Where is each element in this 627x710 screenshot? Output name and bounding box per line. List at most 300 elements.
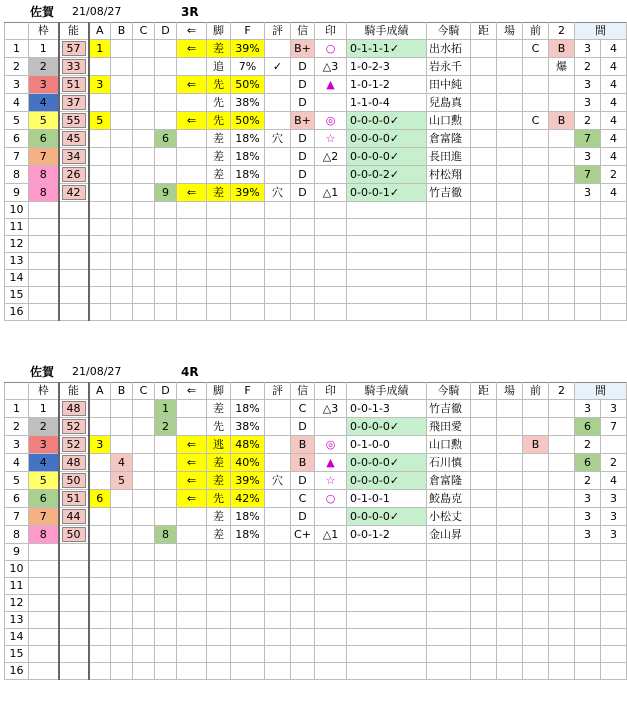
cell-shin [291, 544, 315, 561]
cell-ma2 [601, 663, 627, 680]
column-header: B [111, 23, 133, 40]
column-header: 枠 [29, 383, 59, 400]
cell-ma2: 3 [601, 508, 627, 526]
cell-b [111, 130, 133, 148]
cell-b [111, 612, 133, 629]
cell-konki: 鮫島克 [427, 490, 471, 508]
cell-b [111, 112, 133, 130]
cell-hyo [265, 94, 291, 112]
column-header: ⇐ [177, 383, 207, 400]
cell-f: 48% [231, 436, 265, 454]
cell-nou [59, 490, 89, 508]
cell-f [231, 544, 265, 561]
cell-kyaku: 先 [207, 490, 231, 508]
cell-no: 13 [5, 253, 29, 270]
cell-ba [497, 472, 523, 490]
cell-f: 18% [231, 400, 265, 418]
cell-arrow [177, 418, 207, 436]
cell-d [155, 472, 177, 490]
cell-waku [29, 578, 59, 595]
cell-ma2: 3 [601, 490, 627, 508]
cell-hyo [265, 304, 291, 321]
header-blank [5, 383, 29, 400]
cell-konki [427, 595, 471, 612]
cell-mae [523, 400, 549, 418]
cell-kyori [471, 184, 497, 202]
cell-arrow [177, 629, 207, 646]
cell-ma1: 3 [575, 508, 601, 526]
cell-ma1: 3 [575, 400, 601, 418]
cell-shirushi: ◎ [315, 436, 347, 454]
cell-hyo [265, 148, 291, 166]
cell-c [133, 418, 155, 436]
cell-ni [549, 663, 575, 680]
cell-ba [497, 526, 523, 544]
column-header: F [231, 383, 265, 400]
cell-c [133, 166, 155, 184]
cell-b [111, 184, 133, 202]
cell-f [231, 270, 265, 287]
cell-b [111, 76, 133, 94]
cell-konki: 小松丈 [427, 508, 471, 526]
cell-nou [59, 544, 89, 561]
cell-waku: 8 [29, 526, 59, 544]
cell-nou [59, 595, 89, 612]
cell-no: 3 [5, 436, 29, 454]
cell-ni [549, 646, 575, 663]
cell-shirushi [315, 287, 347, 304]
cell-jockey [347, 612, 427, 629]
cell-waku [29, 561, 59, 578]
cell-no: 7 [5, 148, 29, 166]
cell-ma2: 4 [601, 472, 627, 490]
cell-b [111, 578, 133, 595]
cell-c [133, 40, 155, 58]
cell-a [89, 184, 111, 202]
cell-f: 50% [231, 76, 265, 94]
cell-mae [523, 646, 549, 663]
cell-ma1: 3 [575, 94, 601, 112]
cell-shin: D [291, 58, 315, 76]
cell-mae [523, 94, 549, 112]
cell-nou [59, 148, 89, 166]
cell-no: 4 [5, 454, 29, 472]
cell-b: 5 [111, 472, 133, 490]
cell-shin [291, 629, 315, 646]
cell-jockey [347, 270, 427, 287]
cell-ma1 [575, 595, 601, 612]
table-row [5, 454, 627, 472]
cell-no: 4 [5, 94, 29, 112]
cell-ma2: 7 [601, 418, 627, 436]
cell-c [133, 629, 155, 646]
cell-konki: 田中純 [427, 76, 471, 94]
cell-f: 39% [231, 40, 265, 58]
cell-waku [29, 287, 59, 304]
cell-a: 6 [89, 490, 111, 508]
cell-mae [523, 130, 549, 148]
cell-d [155, 94, 177, 112]
cell-shin [291, 578, 315, 595]
cell-hyo [265, 166, 291, 184]
cell-ba [497, 202, 523, 219]
cell-f [231, 646, 265, 663]
cell-c [133, 454, 155, 472]
cell-kyori [471, 112, 497, 130]
cell-jockey [347, 253, 427, 270]
cell-f: 39% [231, 472, 265, 490]
cell-kyori [471, 646, 497, 663]
cell-ba [497, 184, 523, 202]
cell-shirushi: △1 [315, 526, 347, 544]
cell-shin [291, 663, 315, 680]
cell-ma2: 4 [601, 130, 627, 148]
cell-b [111, 58, 133, 76]
cell-a [89, 58, 111, 76]
cell-b [111, 270, 133, 287]
table-row [5, 166, 627, 184]
cell-mae [523, 454, 549, 472]
cell-arrow [177, 561, 207, 578]
cell-mae [523, 287, 549, 304]
cell-konki [427, 646, 471, 663]
column-header: 2 [549, 23, 575, 40]
cell-shirushi [315, 202, 347, 219]
cell-shin: D [291, 166, 315, 184]
cell-shirushi: ◎ [315, 112, 347, 130]
cell-shin [291, 612, 315, 629]
cell-hyo [265, 418, 291, 436]
cell-f [231, 578, 265, 595]
cell-a: 1 [89, 40, 111, 58]
cell-kyaku [207, 646, 231, 663]
cell-mae [523, 236, 549, 253]
cell-no: 1 [5, 40, 29, 58]
cell-waku: 1 [29, 40, 59, 58]
cell-arrow [177, 270, 207, 287]
empty-row [5, 202, 627, 219]
cell-konki [427, 202, 471, 219]
column-header: 今騎 [427, 383, 471, 400]
cell-nou [59, 202, 89, 219]
cell-mae [523, 544, 549, 561]
cell-ni [549, 526, 575, 544]
race-number: 4R [181, 365, 199, 379]
cell-a [89, 148, 111, 166]
cell-nou [59, 612, 89, 629]
cell-ma1 [575, 304, 601, 321]
cell-ni [549, 166, 575, 184]
cell-hyo [265, 663, 291, 680]
cell-shin: D [291, 130, 315, 148]
cell-a [89, 418, 111, 436]
empty-row [5, 236, 627, 253]
ability-value: 34 [62, 149, 86, 164]
cell-waku [29, 253, 59, 270]
cell-no: 16 [5, 663, 29, 680]
table-row [5, 526, 627, 544]
cell-hyo [265, 595, 291, 612]
cell-jockey [347, 202, 427, 219]
cell-shirushi [315, 508, 347, 526]
column-header: D [155, 383, 177, 400]
cell-ma2 [601, 287, 627, 304]
cell-ma1 [575, 544, 601, 561]
cell-ni [549, 130, 575, 148]
cell-kyori [471, 76, 497, 94]
cell-hyo [265, 490, 291, 508]
cell-kyori [471, 612, 497, 629]
cell-mae [523, 612, 549, 629]
cell-d [155, 436, 177, 454]
cell-mae [523, 184, 549, 202]
cell-ni [549, 304, 575, 321]
cell-shirushi: △2 [315, 148, 347, 166]
cell-konki [427, 561, 471, 578]
cell-shin: D [291, 148, 315, 166]
cell-a: 5 [89, 112, 111, 130]
table-row [5, 94, 627, 112]
cell-b [111, 436, 133, 454]
cell-b [111, 490, 133, 508]
cell-ma2: 2 [601, 166, 627, 184]
cell-kyori [471, 202, 497, 219]
cell-no: 8 [5, 166, 29, 184]
cell-shirushi [315, 578, 347, 595]
cell-ba [497, 595, 523, 612]
cell-d [155, 612, 177, 629]
cell-ma2: 3 [601, 526, 627, 544]
cell-ni [549, 94, 575, 112]
cell-kyori [471, 236, 497, 253]
cell-c [133, 184, 155, 202]
empty-row [5, 629, 627, 646]
cell-arrow [177, 304, 207, 321]
cell-jockey [347, 561, 427, 578]
cell-c [133, 304, 155, 321]
cell-hyo [265, 112, 291, 130]
cell-ba [497, 236, 523, 253]
cell-b [111, 287, 133, 304]
cell-arrow [177, 202, 207, 219]
cell-kyori [471, 629, 497, 646]
cell-shin [291, 646, 315, 663]
cell-f [231, 304, 265, 321]
cell-kyaku [207, 612, 231, 629]
cell-a [89, 663, 111, 680]
cell-ma2: 4 [601, 40, 627, 58]
empty-row [5, 544, 627, 561]
cell-d: 1 [155, 400, 177, 418]
cell-mae [523, 270, 549, 287]
cell-f [231, 287, 265, 304]
cell-ni [549, 472, 575, 490]
cell-kyori [471, 526, 497, 544]
cell-nou [59, 663, 89, 680]
cell-f: 42% [231, 490, 265, 508]
cell-mae [523, 526, 549, 544]
cell-shirushi: ☆ [315, 472, 347, 490]
table-row [5, 184, 627, 202]
cell-shin: B [291, 454, 315, 472]
cell-arrow [177, 130, 207, 148]
cell-d [155, 544, 177, 561]
cell-f [231, 561, 265, 578]
column-header: 騎手成績 [347, 23, 427, 40]
ability-value: 37 [62, 95, 86, 110]
cell-konki: 長田進 [427, 148, 471, 166]
cell-b [111, 166, 133, 184]
cell-c [133, 436, 155, 454]
cell-nou [59, 400, 89, 418]
cell-ba [497, 304, 523, 321]
cell-kyaku: 差 [207, 526, 231, 544]
cell-b [111, 595, 133, 612]
cell-ma1 [575, 578, 601, 595]
cell-waku: 6 [29, 490, 59, 508]
column-header: 評 [265, 23, 291, 40]
column-header: 前 [523, 383, 549, 400]
cell-b [111, 508, 133, 526]
cell-konki: 石川慎 [427, 454, 471, 472]
cell-shin: C+ [291, 526, 315, 544]
venue-title: 佐賀 [30, 5, 55, 19]
cell-shin: D [291, 472, 315, 490]
cell-kyaku: 差 [207, 166, 231, 184]
cell-nou [59, 561, 89, 578]
cell-arrow [177, 578, 207, 595]
cell-d [155, 646, 177, 663]
cell-mae [523, 304, 549, 321]
cell-ni [549, 629, 575, 646]
cell-konki [427, 236, 471, 253]
cell-d [155, 76, 177, 94]
column-header: 信 [291, 23, 315, 40]
cell-c [133, 400, 155, 418]
venue-title: 佐賀 [30, 365, 55, 379]
cell-a [89, 253, 111, 270]
cell-ma1: 3 [575, 184, 601, 202]
cell-a [89, 612, 111, 629]
cell-kyori [471, 166, 497, 184]
table-row [5, 490, 627, 508]
cell-shirushi: ▲ [315, 76, 347, 94]
cell-ma2 [601, 202, 627, 219]
cell-f [231, 219, 265, 236]
ability-value: 45 [62, 131, 86, 146]
table-row [5, 40, 627, 58]
column-header: C [133, 383, 155, 400]
cell-konki: 倉富隆 [427, 472, 471, 490]
cell-b [111, 202, 133, 219]
cell-ba [497, 418, 523, 436]
cell-ma2 [601, 595, 627, 612]
cell-ma1 [575, 612, 601, 629]
cell-waku [29, 304, 59, 321]
cell-ma1 [575, 646, 601, 663]
cell-ba [497, 612, 523, 629]
cell-ba [497, 544, 523, 561]
cell-waku: 1 [29, 400, 59, 418]
cell-shirushi [315, 629, 347, 646]
cell-ba [497, 76, 523, 94]
cell-arrow: ⇐ [177, 490, 207, 508]
cell-ma1: 2 [575, 112, 601, 130]
cell-ni [549, 202, 575, 219]
race-date: 21/08/27 [72, 5, 122, 18]
cell-ni [549, 253, 575, 270]
cell-jockey: 0-0-0-0✓ [347, 112, 427, 130]
cell-arrow [177, 400, 207, 418]
cell-no: 15 [5, 287, 29, 304]
cell-c [133, 270, 155, 287]
cell-b [111, 304, 133, 321]
cell-hyo [265, 270, 291, 287]
cell-b [111, 148, 133, 166]
cell-f: 7% [231, 58, 265, 76]
cell-mae [523, 76, 549, 94]
cell-kyaku: 先 [207, 112, 231, 130]
cell-shirushi [315, 236, 347, 253]
cell-d [155, 236, 177, 253]
cell-jockey: 0-0-0-0✓ [347, 454, 427, 472]
cell-a [89, 595, 111, 612]
cell-konki [427, 612, 471, 629]
cell-d [155, 40, 177, 58]
cell-d [155, 270, 177, 287]
cell-shin: C [291, 400, 315, 418]
cell-mae: C [523, 112, 549, 130]
cell-ma2 [601, 219, 627, 236]
cell-d [155, 561, 177, 578]
cell-ma1 [575, 253, 601, 270]
cell-c [133, 544, 155, 561]
cell-ba [497, 166, 523, 184]
cell-kyori [471, 130, 497, 148]
cell-c [133, 287, 155, 304]
column-header: C [133, 23, 155, 40]
cell-ma1: 3 [575, 76, 601, 94]
cell-a [89, 304, 111, 321]
cell-kyori [471, 287, 497, 304]
cell-hyo [265, 612, 291, 629]
cell-ma1 [575, 629, 601, 646]
column-header: F [231, 23, 265, 40]
ability-value: 52 [62, 419, 86, 434]
cell-shirushi [315, 561, 347, 578]
cell-nou [59, 40, 89, 58]
cell-ba [497, 148, 523, 166]
cell-jockey: 1-0-1-2 [347, 76, 427, 94]
cell-f: 38% [231, 418, 265, 436]
cell-waku [29, 595, 59, 612]
cell-kyaku: 差 [207, 472, 231, 490]
header-row [5, 23, 627, 40]
cell-d [155, 253, 177, 270]
cell-mae [523, 629, 549, 646]
cell-mae [523, 219, 549, 236]
cell-konki: 岩永千 [427, 58, 471, 76]
cell-shirushi [315, 94, 347, 112]
cell-mae [523, 472, 549, 490]
cell-konki: 山口勲 [427, 436, 471, 454]
cell-hyo [265, 526, 291, 544]
cell-c [133, 130, 155, 148]
cell-mae [523, 578, 549, 595]
cell-d: 9 [155, 184, 177, 202]
column-header: 能 [59, 23, 89, 40]
cell-konki [427, 270, 471, 287]
